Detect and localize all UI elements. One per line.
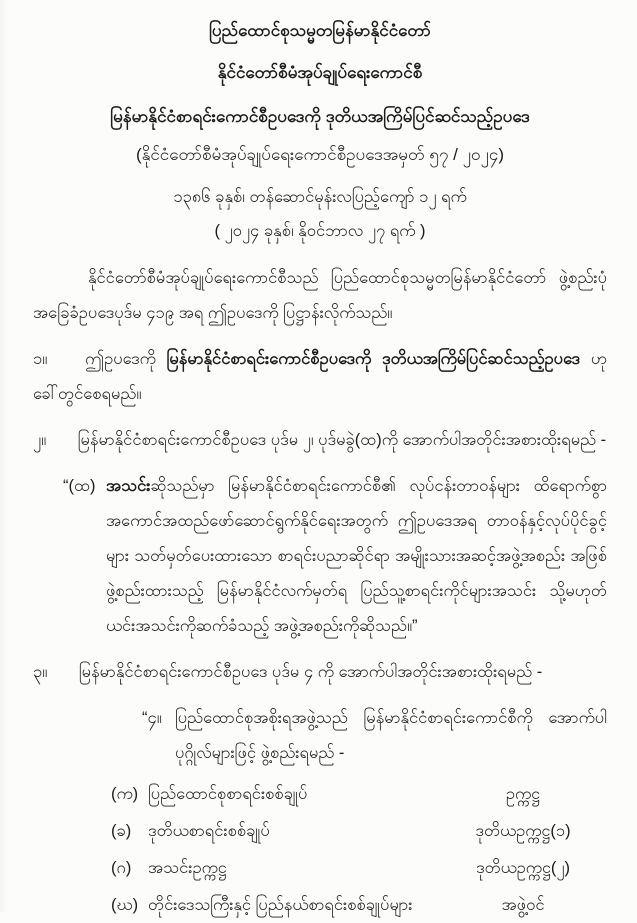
subclause-4-text: ပြည်ထောင်စုအစိုးရအဖွဲ့သည် မြန်မာနိုင်ငံစာရင်းကောင်စီကို အောက်ပါပုဂ္ဂိုလ်များဖြင့် ဖွဲ့စည်းရမည် -	[175, 709, 607, 763]
member-title: ဒုတိယစာရင်းစစ်ချုပ်	[148, 822, 270, 841]
member-row-kha	[111, 814, 607, 849]
section-2-number: ၂။	[33, 431, 47, 450]
member-title: အသင်းဥက္ကဋ္ဌ	[148, 859, 227, 878]
member-row-gha	[111, 888, 607, 923]
subclause-tha-label: “(ထ)	[63, 477, 96, 496]
section-1-text-pre: ဤဥပဒေကို	[85, 350, 156, 369]
member-role: အဖွဲ့ဝင်	[501, 896, 545, 915]
law-number-line: (နိုင်ငံတော်စီမံအုပ်ချုပ်ရေးကောင်စီဥပဒေအမှတ် ၅၇ / ၂၀၂၄)	[135, 144, 505, 164]
subclause-tha-definition: ဆိုသည်မှာ မြန်မာနိုင်ငံစာရင်းကောင်စီ၏ လုပ်ငန်းတာဝန်များ ထိရောက်စွာ အကောင်အထည်ဖော်ဆောင်ရွက်နိုင်ရေးအတွက် ဤဥပဒေအရ တာဝန်နှင့်လုပ်ပိုင်ခွင့်များ သတ်မှတ်ပေးထားသော စာရင်းပညာဆိုင်ရာ အမျိုးသားအဆင့်အဖွဲ့အစည်း အဖြစ် ဖွဲ့စည်းထားသည့် မြန်မာနိုင်ငံလက်မှတ်ရ ပြည်သူ့စာရင်းကိုင်များအသင်း သို့မဟုတ် ယင်းအသင်းကိုဆက်ခံသည့် အဖွဲ့အစည်းကိုဆိုသည်။”	[106, 477, 607, 636]
section-3	[33, 655, 607, 690]
section-1	[33, 342, 607, 412]
member-label: (ဂ)	[111, 859, 132, 878]
gregorian-date: ( ၂၀၂၄ ခုနှစ်၊ နိုဝင်ဘာလ ၂၇ ရက် )	[214, 221, 426, 240]
section-1-text-post: ဟု ခေါ်တွင်စေရမည်။	[33, 350, 607, 404]
section-3-intro: မြန်မာနိုင်ငံစာရင်းကောင်စီဥပဒေ ပုဒ်မ ၄ ကို အောက်ပါအတိုင်းအစားထိုးရမည် -	[78, 663, 543, 682]
section-2	[33, 423, 607, 458]
member-label: (က)	[111, 785, 139, 804]
member-label: (ခ)	[111, 822, 132, 841]
member-role: ဒုတိယဥက္ကဋ္ဌ(၁)	[475, 822, 571, 841]
section-1-law-name: မြန်မာနိုင်ငံစာရင်းကောင်စီဥပဒေကို ဒုတိယအကြိမ်ပြင်ဆင်သည့်ဥပဒေ	[166, 350, 581, 369]
council-member-list	[33, 777, 607, 923]
member-title: ပြည်ထောင်စုစာရင်းစစ်ချုပ်	[148, 785, 308, 804]
section-2-subclause-tha	[63, 469, 607, 644]
document-header	[33, 20, 607, 241]
myanmar-calendar-date: ၁၃၈၆ ခုနှစ်၊ တန်ဆောင်မုန်းလပြည့်ကျော် ၁၂ ရက်	[173, 188, 467, 206]
section-3-number: ၃။	[33, 663, 48, 682]
council-title: နိုင်ငံတော်စီမံအုပ်ချုပ်ရေးကောင်စီ	[217, 63, 423, 83]
section-3-subclause-4	[142, 701, 607, 771]
law-title: မြန်မာနိုင်ငံစာရင်းကောင်စီဥပဒေကို ဒုတိယအကြိမ်ပြင်ဆင်သည့်ဥပဒေ	[110, 106, 530, 126]
member-row-ga	[111, 851, 607, 886]
member-title: တိုင်းဒေသကြီးနှင့် ပြည်နယ်စာရင်းစစ်ချုပ်များ	[148, 896, 413, 915]
section-2-intro: မြန်မာနိုင်ငံစာရင်းကောင်စီဥပဒေ ပုဒ်မ ၂၊ ပုဒ်မခွဲ(ထ)ကို အောက်ပါအတိုင်းအစားထိုးရမည် -	[77, 431, 607, 450]
subclause-tha-term: အသင်း	[106, 477, 151, 496]
member-row-ka	[111, 777, 607, 812]
subclause-4-label: “၄။	[142, 709, 162, 728]
preamble-paragraph: နိုင်ငံတော်စီမံအုပ်ချုပ်ရေးကောင်စီသည် ပြည်ထောင်စုသမ္မတမြန်မာနိုင်ငံတော် ဖွဲ့စည်းပုံ အခြေခံဥပဒေပုဒ်မ ၄၁၉ အရ ဤဥပဒေကို ပြဋ္ဌာန်းလိုက်သည်။	[33, 269, 607, 323]
member-label: (ဃ)	[111, 896, 139, 915]
section-1-number: ၁။	[33, 350, 48, 369]
document-body	[33, 261, 607, 923]
member-role: ဒုတိယဥက္ကဋ္ဌ(၂)	[475, 859, 571, 878]
member-role: ဥက္ကဋ္ဌ	[505, 785, 541, 804]
national-title: ပြည်ထောင်စုသမ္မတမြန်မာနိုင်ငံတော်	[209, 21, 431, 40]
